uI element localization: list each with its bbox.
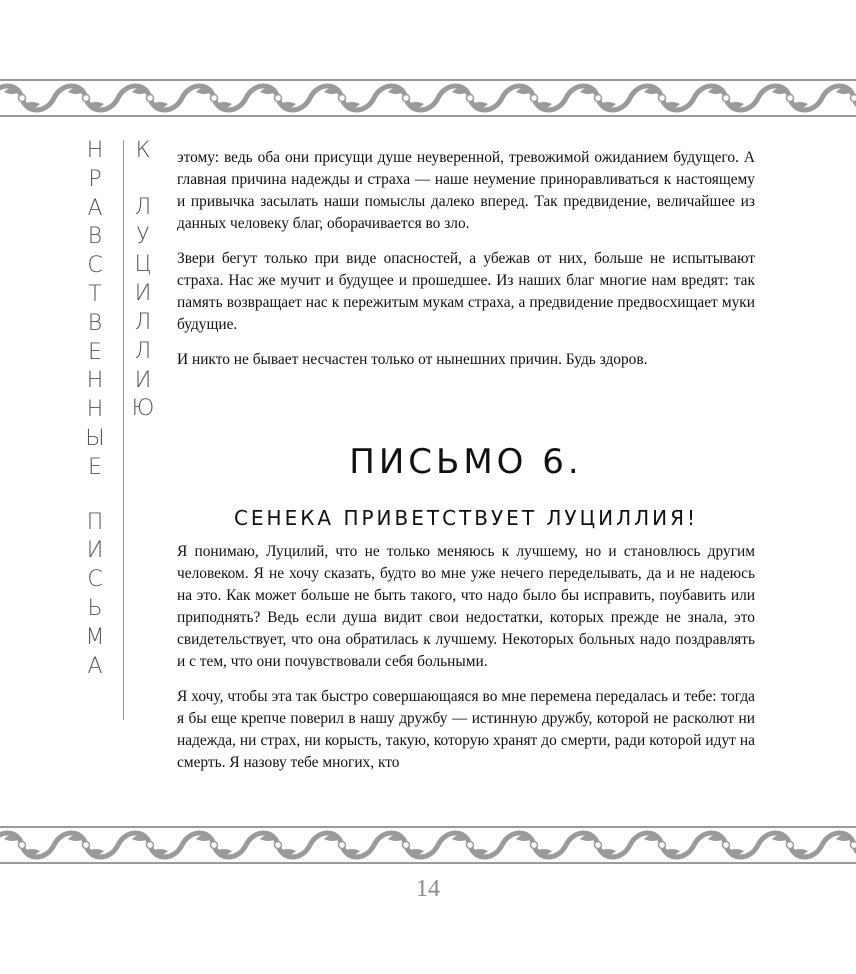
sidebar-letter: А <box>87 195 103 221</box>
ornament-bead <box>467 95 474 102</box>
ornament-rule <box>0 862 856 864</box>
ornament-bead <box>467 842 474 849</box>
sidebar-letter: Е <box>88 339 102 365</box>
ornament-bead <box>19 842 26 849</box>
sidebar-divider <box>123 140 124 720</box>
sidebar-letter: Ы <box>85 425 105 451</box>
paragraph: Звери бегут только при виде опасностей, а убежав от них, больше не испытывают страха. Нас же мучит и будущее и прошедшее. Из наших благ многие нам вредят: так память возвращает нас к пережитым мукам страха, а предвидение предвосхищает муки будущие. <box>177 250 755 333</box>
ornament-bead <box>19 95 26 102</box>
ornament-bead <box>275 95 282 102</box>
ornament-bead <box>723 95 730 102</box>
sidebar-letter: Т <box>88 281 102 307</box>
text-block-top <box>177 147 755 384</box>
ornament-bead <box>851 95 856 102</box>
sidebar-letter: Н <box>86 368 104 394</box>
sidebar-letter: С <box>87 567 103 593</box>
sidebar-letter: И <box>86 538 104 564</box>
sidebar-letter: Н <box>86 138 104 163</box>
ornament-bead <box>211 842 218 849</box>
sidebar-letter: У <box>136 223 150 249</box>
sidebar-letter: Е <box>88 454 102 480</box>
sidebar-letter: С <box>87 253 103 279</box>
sidebar-letter: Л <box>134 338 152 364</box>
ornament-rule <box>0 826 856 828</box>
sidebar-letter: М <box>85 624 105 650</box>
ornament-bead <box>851 842 856 849</box>
ornament-bead <box>339 95 346 102</box>
ornament-rule <box>0 115 856 117</box>
sidebar-letter: Р <box>88 166 102 192</box>
sidebar-letter: Н <box>86 397 104 423</box>
ornament-bead <box>787 95 794 102</box>
paragraph: И никто не бывает несчастен только от нынешних причин. Будь здоров. <box>177 351 648 368</box>
ornament-bead <box>403 842 410 849</box>
sidebar-letter: Л <box>134 194 152 220</box>
sidebar-letter: Ь <box>87 595 103 621</box>
ornament-bead <box>531 842 538 849</box>
ornament-bead <box>595 842 602 849</box>
ornamental-border-bottom <box>0 825 856 865</box>
ornament-bead <box>723 842 730 849</box>
sidebar-letter: И <box>134 367 152 393</box>
ornament-bead <box>147 842 154 849</box>
paragraph: Я хочу, чтобы эта так быстро совершающаяся во мне перемена передалась и тебе: тогда я бы еще крепче поверил в нашу дружбу — истинную дружбу, которой не расколют ни надежда, ни страх, ни корысть, такую, которую хранят до смерти, ради которой идут на смерть. Я назову тебе многих, кто <box>177 688 755 771</box>
paragraph: этому: ведь оба они присущи душе неуверенной, тревожимой ожиданием будущего. А главная причина надежды и страха — наше неумение приноравливаться к настоящему и привычка засылать наши помыслы далеко вперед. Так предвидение, величайшее из данных человеку благ, оборачивается во зло. <box>177 149 755 232</box>
letter-subtitle: СЕНЕКА ПРИВЕТСТВУЕТ ЛУЦИЛЛИЯ! <box>233 506 699 530</box>
ornament-bead <box>83 95 90 102</box>
ornament-bead <box>211 95 218 102</box>
ornament-rule <box>0 79 856 81</box>
sidebar-letter: П <box>86 509 104 535</box>
ornament-bead <box>595 95 602 102</box>
text-block-bottom <box>177 541 755 787</box>
sidebar-letter: Л <box>134 309 152 335</box>
sidebar-letter: И <box>134 281 152 307</box>
sidebar-letter: В <box>87 310 103 336</box>
ornament-pattern-bottom <box>0 825 856 865</box>
letter-title: ПИСЬМО 6. <box>349 442 583 482</box>
sidebar-letter: Ю <box>131 396 155 422</box>
ornament-bead <box>339 842 346 849</box>
ornament-bead <box>403 95 410 102</box>
vertical-book-subtitle <box>132 140 154 427</box>
ornamental-border-top <box>0 78 856 118</box>
ornament-bead <box>83 842 90 849</box>
sidebar-letter: Ц <box>134 252 152 278</box>
ornament-bead <box>659 95 666 102</box>
sidebar-letter: В <box>87 224 103 250</box>
sidebar-letter: К <box>135 138 151 163</box>
paragraph: Я понимаю, Луцилий, что не только меняюсь к лучшему, но и становлюсь другим человеком. Я не хочу сказать, будто во мне уже нечего переделывать, да и не надеюсь на это. Как может больше не быть такого, что надо было бы исправить, поубавить или приподнять? Ведь если душа видит свои недостатки, которых прежде не знала, это свидетельствует, что она обратилась к лучшему. Некоторых больных надо поздравлять и с тем, что они почувствовали себя больными. <box>177 543 755 670</box>
ornament-pattern-top <box>0 78 856 118</box>
ornament-bead <box>659 842 666 849</box>
sidebar-letter: А <box>87 653 103 679</box>
page-number: 14 <box>416 876 440 902</box>
vertical-book-title <box>84 140 106 684</box>
ornament-bead <box>787 842 794 849</box>
ornament-bead <box>275 842 282 849</box>
ornament-bead <box>531 95 538 102</box>
ornament-bead <box>147 95 154 102</box>
